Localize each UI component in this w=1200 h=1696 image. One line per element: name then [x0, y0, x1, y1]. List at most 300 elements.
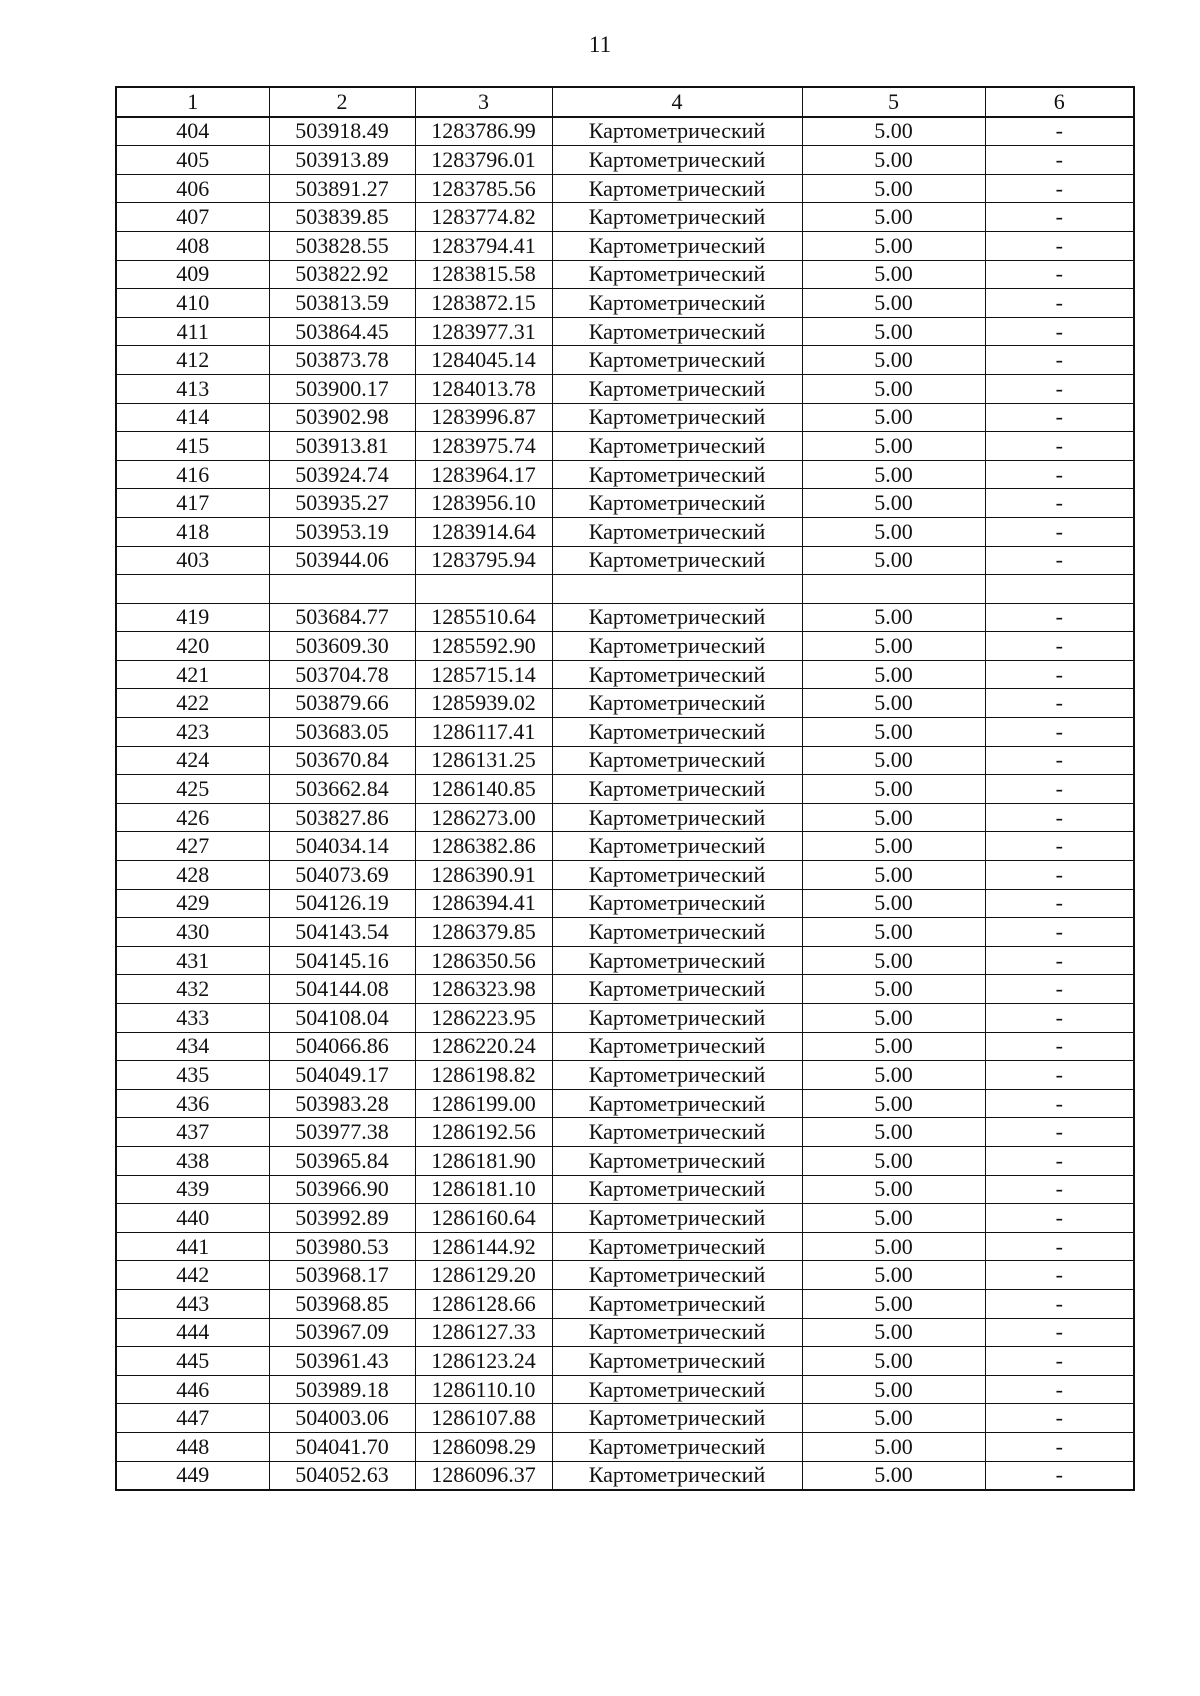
- table-row: [116, 832, 1134, 861]
- method-cell: Картометрический: [552, 203, 802, 232]
- coordinates-table: [115, 86, 1135, 1491]
- accuracy-cell: 5.00: [802, 718, 985, 747]
- y-coordinate-cell: 1285592.90: [415, 632, 552, 661]
- method-cell: Картометрический: [552, 1461, 802, 1490]
- x-coordinate-cell: 503670.84: [269, 746, 415, 775]
- table-row: [116, 1461, 1134, 1490]
- x-coordinate-cell: 503704.78: [269, 660, 415, 689]
- y-coordinate-cell: 1286220.24: [415, 1032, 552, 1061]
- y-coordinate-cell: 1283796.01: [415, 146, 552, 175]
- x-coordinate-cell: 503983.28: [269, 1089, 415, 1118]
- accuracy-cell: 5.00: [802, 1232, 985, 1261]
- point-number-cell: 443: [116, 1289, 269, 1318]
- y-coordinate-cell: 1286323.98: [415, 975, 552, 1004]
- method-cell: Картометрический: [552, 1375, 802, 1404]
- accuracy-cell: 5.00: [802, 489, 985, 518]
- x-coordinate-cell: 503864.45: [269, 317, 415, 346]
- method-cell: Картометрический: [552, 346, 802, 375]
- accuracy-cell: 5.00: [802, 603, 985, 632]
- note-cell: -: [985, 1404, 1134, 1433]
- accuracy-cell: 5.00: [802, 146, 985, 175]
- table-row: [116, 231, 1134, 260]
- note-cell: -: [985, 1146, 1134, 1175]
- table-row: [116, 946, 1134, 975]
- accuracy-cell: 5.00: [802, 1032, 985, 1061]
- point-number-cell: 440: [116, 1204, 269, 1233]
- accuracy-cell: 5.00: [802, 1432, 985, 1461]
- point-number-cell: 418: [116, 517, 269, 546]
- table-header: [116, 87, 1134, 117]
- point-number-cell: 429: [116, 889, 269, 918]
- x-coordinate-cell: 504052.63: [269, 1461, 415, 1490]
- table-row: [116, 1175, 1134, 1204]
- note-cell: -: [985, 803, 1134, 832]
- column-header: 4: [552, 87, 802, 117]
- accuracy-cell: 5.00: [802, 517, 985, 546]
- note-cell: -: [985, 946, 1134, 975]
- x-coordinate-cell: 503913.89: [269, 146, 415, 175]
- table-row: [116, 775, 1134, 804]
- y-coordinate-cell: 1283956.10: [415, 489, 552, 518]
- table-row: [116, 546, 1134, 575]
- method-cell: Картометрический: [552, 746, 802, 775]
- x-coordinate-cell: 503902.98: [269, 403, 415, 432]
- accuracy-cell: 5.00: [802, 632, 985, 661]
- method-cell: Картометрический: [552, 374, 802, 403]
- method-cell: Картометрический: [552, 1032, 802, 1061]
- note-cell: -: [985, 1061, 1134, 1090]
- x-coordinate-cell: 504073.69: [269, 861, 415, 890]
- x-coordinate-cell: 504049.17: [269, 1061, 415, 1090]
- note-cell: -: [985, 1232, 1134, 1261]
- y-coordinate-cell: 1286117.41: [415, 718, 552, 747]
- x-coordinate-cell: 503935.27: [269, 489, 415, 518]
- x-coordinate-cell: [269, 575, 415, 604]
- accuracy-cell: 5.00: [802, 1118, 985, 1147]
- method-cell: Картометрический: [552, 174, 802, 203]
- x-coordinate-cell: 503961.43: [269, 1347, 415, 1376]
- accuracy-cell: 5.00: [802, 203, 985, 232]
- y-coordinate-cell: 1286096.37: [415, 1461, 552, 1490]
- note-cell: -: [985, 346, 1134, 375]
- x-coordinate-cell: 503683.05: [269, 718, 415, 747]
- accuracy-cell: 5.00: [802, 1146, 985, 1175]
- point-number-cell: 415: [116, 432, 269, 461]
- accuracy-cell: 5.00: [802, 231, 985, 260]
- accuracy-cell: 5.00: [802, 403, 985, 432]
- point-number-cell: 428: [116, 861, 269, 890]
- method-cell: Картометрический: [552, 861, 802, 890]
- accuracy-cell: 5.00: [802, 1289, 985, 1318]
- method-cell: Картометрический: [552, 946, 802, 975]
- table-row: [116, 260, 1134, 289]
- point-number-cell: 446: [116, 1375, 269, 1404]
- point-number-cell: 410: [116, 289, 269, 318]
- x-coordinate-cell: 504126.19: [269, 889, 415, 918]
- x-coordinate-cell: 503980.53: [269, 1232, 415, 1261]
- point-number-cell: 435: [116, 1061, 269, 1090]
- note-cell: -: [985, 403, 1134, 432]
- table-row: [116, 603, 1134, 632]
- method-cell: Картометрический: [552, 1146, 802, 1175]
- accuracy-cell: 5.00: [802, 460, 985, 489]
- accuracy-cell: 5.00: [802, 1175, 985, 1204]
- point-number-cell: [116, 575, 269, 604]
- method-cell: Картометрический: [552, 517, 802, 546]
- point-number-cell: 423: [116, 718, 269, 747]
- y-coordinate-cell: 1286144.92: [415, 1232, 552, 1261]
- page-number: 11: [588, 32, 612, 57]
- table-row: [116, 746, 1134, 775]
- table-row: [116, 174, 1134, 203]
- y-coordinate-cell: 1286382.86: [415, 832, 552, 861]
- x-coordinate-cell: 503839.85: [269, 203, 415, 232]
- method-cell: [552, 575, 802, 604]
- table-row: [116, 146, 1134, 175]
- note-cell: -: [985, 1089, 1134, 1118]
- accuracy-cell: 5.00: [802, 689, 985, 718]
- y-coordinate-cell: 1286379.85: [415, 918, 552, 947]
- table-row: [116, 1375, 1134, 1404]
- table-row: [116, 460, 1134, 489]
- point-number-cell: 409: [116, 260, 269, 289]
- x-coordinate-cell: 503924.74: [269, 460, 415, 489]
- accuracy-cell: 5.00: [802, 432, 985, 461]
- x-coordinate-cell: 503828.55: [269, 231, 415, 260]
- table-row: [116, 1289, 1134, 1318]
- point-number-cell: 424: [116, 746, 269, 775]
- y-coordinate-cell: 1283914.64: [415, 517, 552, 546]
- x-coordinate-cell: 503965.84: [269, 1146, 415, 1175]
- y-coordinate-cell: 1285939.02: [415, 689, 552, 718]
- table-row: [116, 1061, 1134, 1090]
- x-coordinate-cell: 504143.54: [269, 918, 415, 947]
- table-row: [116, 1089, 1134, 1118]
- column-header: 6: [985, 87, 1134, 117]
- method-cell: Картометрический: [552, 117, 802, 146]
- note-cell: -: [985, 203, 1134, 232]
- accuracy-cell: 5.00: [802, 746, 985, 775]
- y-coordinate-cell: 1286140.85: [415, 775, 552, 804]
- note-cell: -: [985, 775, 1134, 804]
- point-number-cell: 413: [116, 374, 269, 403]
- note-cell: -: [985, 889, 1134, 918]
- table-row: [116, 918, 1134, 947]
- accuracy-cell: 5.00: [802, 775, 985, 804]
- x-coordinate-cell: 503813.59: [269, 289, 415, 318]
- note-cell: -: [985, 1004, 1134, 1033]
- x-coordinate-cell: 503918.49: [269, 117, 415, 146]
- accuracy-cell: 5.00: [802, 861, 985, 890]
- method-cell: Картометрический: [552, 403, 802, 432]
- method-cell: Картометрический: [552, 603, 802, 632]
- table-row: [116, 1347, 1134, 1376]
- note-cell: -: [985, 1175, 1134, 1204]
- table-row: [116, 889, 1134, 918]
- method-cell: Картометрический: [552, 632, 802, 661]
- note-cell: -: [985, 460, 1134, 489]
- method-cell: Картометрический: [552, 289, 802, 318]
- point-number-cell: 403: [116, 546, 269, 575]
- x-coordinate-cell: 503968.85: [269, 1289, 415, 1318]
- column-header: 1: [116, 87, 269, 117]
- y-coordinate-cell: 1286128.66: [415, 1289, 552, 1318]
- y-coordinate-cell: 1286192.56: [415, 1118, 552, 1147]
- table-row: [116, 432, 1134, 461]
- x-coordinate-cell: 503609.30: [269, 632, 415, 661]
- table-row: [116, 689, 1134, 718]
- accuracy-cell: 5.00: [802, 1318, 985, 1347]
- note-cell: -: [985, 432, 1134, 461]
- point-number-cell: 432: [116, 975, 269, 1004]
- method-cell: Картометрический: [552, 231, 802, 260]
- note-cell: -: [985, 1261, 1134, 1290]
- accuracy-cell: 5.00: [802, 1404, 985, 1433]
- note-cell: -: [985, 975, 1134, 1004]
- y-coordinate-cell: 1285715.14: [415, 660, 552, 689]
- x-coordinate-cell: 503827.86: [269, 803, 415, 832]
- table-row: [116, 517, 1134, 546]
- y-coordinate-cell: 1283872.15: [415, 289, 552, 318]
- y-coordinate-cell: 1286181.10: [415, 1175, 552, 1204]
- note-cell: -: [985, 231, 1134, 260]
- method-cell: Картометрический: [552, 975, 802, 1004]
- table-row: [116, 1032, 1134, 1061]
- accuracy-cell: 5.00: [802, 1204, 985, 1233]
- accuracy-cell: 5.00: [802, 117, 985, 146]
- x-coordinate-cell: 503684.77: [269, 603, 415, 632]
- y-coordinate-cell: 1286394.41: [415, 889, 552, 918]
- note-cell: -: [985, 660, 1134, 689]
- note-cell: -: [985, 603, 1134, 632]
- table-row: [116, 1318, 1134, 1347]
- y-coordinate-cell: 1286127.33: [415, 1318, 552, 1347]
- note-cell: -: [985, 1347, 1134, 1376]
- x-coordinate-cell: 504034.14: [269, 832, 415, 861]
- point-number-cell: 406: [116, 174, 269, 203]
- method-cell: Картометрический: [552, 1175, 802, 1204]
- y-coordinate-cell: 1286107.88: [415, 1404, 552, 1433]
- x-coordinate-cell: 503900.17: [269, 374, 415, 403]
- accuracy-cell: 5.00: [802, 889, 985, 918]
- table-row: [116, 1261, 1134, 1290]
- x-coordinate-cell: 503822.92: [269, 260, 415, 289]
- table-row: [116, 575, 1134, 604]
- method-cell: Картометрический: [552, 1232, 802, 1261]
- point-number-cell: 437: [116, 1118, 269, 1147]
- y-coordinate-cell: 1283774.82: [415, 203, 552, 232]
- note-cell: -: [985, 489, 1134, 518]
- accuracy-cell: 5.00: [802, 1461, 985, 1490]
- header-row: [116, 87, 1134, 117]
- y-coordinate-cell: 1283996.87: [415, 403, 552, 432]
- method-cell: Картометрический: [552, 1261, 802, 1290]
- note-cell: -: [985, 1032, 1134, 1061]
- point-number-cell: 448: [116, 1432, 269, 1461]
- x-coordinate-cell: 503873.78: [269, 346, 415, 375]
- y-coordinate-cell: 1283964.17: [415, 460, 552, 489]
- note-cell: -: [985, 546, 1134, 575]
- table-row: [116, 203, 1134, 232]
- accuracy-cell: 5.00: [802, 1089, 985, 1118]
- x-coordinate-cell: 503953.19: [269, 517, 415, 546]
- point-number-cell: 419: [116, 603, 269, 632]
- point-number-cell: 445: [116, 1347, 269, 1376]
- x-coordinate-cell: 503879.66: [269, 689, 415, 718]
- point-number-cell: 417: [116, 489, 269, 518]
- note-cell: -: [985, 861, 1134, 890]
- point-number-cell: 425: [116, 775, 269, 804]
- table-row: [116, 489, 1134, 518]
- y-coordinate-cell: 1284013.78: [415, 374, 552, 403]
- note-cell: -: [985, 1375, 1134, 1404]
- point-number-cell: 449: [116, 1461, 269, 1490]
- table-row: [116, 346, 1134, 375]
- table-row: [116, 1432, 1134, 1461]
- note-cell: -: [985, 1318, 1134, 1347]
- point-number-cell: 447: [116, 1404, 269, 1433]
- x-coordinate-cell: 503662.84: [269, 775, 415, 804]
- method-cell: Картометрический: [552, 660, 802, 689]
- table-row: [116, 374, 1134, 403]
- x-coordinate-cell: 503992.89: [269, 1204, 415, 1233]
- y-coordinate-cell: 1286199.00: [415, 1089, 552, 1118]
- note-cell: -: [985, 317, 1134, 346]
- accuracy-cell: 5.00: [802, 832, 985, 861]
- note-cell: -: [985, 260, 1134, 289]
- point-number-cell: 422: [116, 689, 269, 718]
- point-number-cell: 411: [116, 317, 269, 346]
- y-coordinate-cell: 1283786.99: [415, 117, 552, 146]
- note-cell: [985, 575, 1134, 604]
- note-cell: -: [985, 718, 1134, 747]
- note-cell: -: [985, 832, 1134, 861]
- method-cell: Картометрический: [552, 803, 802, 832]
- y-coordinate-cell: 1286350.56: [415, 946, 552, 975]
- x-coordinate-cell: 504041.70: [269, 1432, 415, 1461]
- point-number-cell: 439: [116, 1175, 269, 1204]
- accuracy-cell: 5.00: [802, 1004, 985, 1033]
- table-row: [116, 1004, 1134, 1033]
- point-number-cell: 444: [116, 1318, 269, 1347]
- method-cell: Картометрический: [552, 689, 802, 718]
- table-row: [116, 718, 1134, 747]
- point-number-cell: 407: [116, 203, 269, 232]
- y-coordinate-cell: 1283815.58: [415, 260, 552, 289]
- note-cell: -: [985, 632, 1134, 661]
- y-coordinate-cell: 1283977.31: [415, 317, 552, 346]
- x-coordinate-cell: 504003.06: [269, 1404, 415, 1433]
- table-row: [116, 317, 1134, 346]
- accuracy-cell: 5.00: [802, 1375, 985, 1404]
- method-cell: Картометрический: [552, 1404, 802, 1433]
- note-cell: -: [985, 689, 1134, 718]
- x-coordinate-cell: 503968.17: [269, 1261, 415, 1290]
- table-row: [116, 1232, 1134, 1261]
- note-cell: -: [985, 1432, 1134, 1461]
- accuracy-cell: 5.00: [802, 1061, 985, 1090]
- note-cell: -: [985, 289, 1134, 318]
- x-coordinate-cell: 504108.04: [269, 1004, 415, 1033]
- note-cell: -: [985, 746, 1134, 775]
- accuracy-cell: 5.00: [802, 374, 985, 403]
- x-coordinate-cell: 503891.27: [269, 174, 415, 203]
- y-coordinate-cell: 1286160.64: [415, 1204, 552, 1233]
- point-number-cell: 433: [116, 1004, 269, 1033]
- x-coordinate-cell: 503989.18: [269, 1375, 415, 1404]
- method-cell: Картометрический: [552, 1347, 802, 1376]
- x-coordinate-cell: 504066.86: [269, 1032, 415, 1061]
- column-header: 2: [269, 87, 415, 117]
- method-cell: Картометрический: [552, 146, 802, 175]
- point-number-cell: 430: [116, 918, 269, 947]
- accuracy-cell: 5.00: [802, 803, 985, 832]
- point-number-cell: 412: [116, 346, 269, 375]
- point-number-cell: 414: [116, 403, 269, 432]
- accuracy-cell: 5.00: [802, 546, 985, 575]
- y-coordinate-cell: 1283795.94: [415, 546, 552, 575]
- method-cell: Картометрический: [552, 1318, 802, 1347]
- method-cell: Картометрический: [552, 775, 802, 804]
- accuracy-cell: 5.00: [802, 946, 985, 975]
- y-coordinate-cell: [415, 575, 552, 604]
- table-row: [116, 803, 1134, 832]
- method-cell: Картометрический: [552, 1289, 802, 1318]
- method-cell: Картометрический: [552, 432, 802, 461]
- y-coordinate-cell: 1286273.00: [415, 803, 552, 832]
- method-cell: Картометрический: [552, 889, 802, 918]
- table-row: [116, 632, 1134, 661]
- note-cell: -: [985, 517, 1134, 546]
- point-number-cell: 408: [116, 231, 269, 260]
- x-coordinate-cell: 503944.06: [269, 546, 415, 575]
- x-coordinate-cell: 504144.08: [269, 975, 415, 1004]
- accuracy-cell: 5.00: [802, 1347, 985, 1376]
- point-number-cell: 434: [116, 1032, 269, 1061]
- method-cell: Картометрический: [552, 718, 802, 747]
- method-cell: Картометрический: [552, 918, 802, 947]
- x-coordinate-cell: 503966.90: [269, 1175, 415, 1204]
- table-row: [116, 403, 1134, 432]
- x-coordinate-cell: 504145.16: [269, 946, 415, 975]
- y-coordinate-cell: 1286129.20: [415, 1261, 552, 1290]
- column-header: 3: [415, 87, 552, 117]
- accuracy-cell: 5.00: [802, 317, 985, 346]
- point-number-cell: 441: [116, 1232, 269, 1261]
- table-row: [116, 117, 1134, 146]
- method-cell: Картометрический: [552, 546, 802, 575]
- method-cell: Картометрический: [552, 489, 802, 518]
- point-number-cell: 436: [116, 1089, 269, 1118]
- y-coordinate-cell: 1286223.95: [415, 1004, 552, 1033]
- accuracy-cell: 5.00: [802, 975, 985, 1004]
- table-row: [116, 1404, 1134, 1433]
- y-coordinate-cell: 1284045.14: [415, 346, 552, 375]
- accuracy-cell: 5.00: [802, 289, 985, 318]
- note-cell: -: [985, 117, 1134, 146]
- y-coordinate-cell: 1286198.82: [415, 1061, 552, 1090]
- accuracy-cell: 5.00: [802, 346, 985, 375]
- point-number-cell: 442: [116, 1261, 269, 1290]
- y-coordinate-cell: 1285510.64: [415, 603, 552, 632]
- method-cell: Картометрический: [552, 1204, 802, 1233]
- note-cell: -: [985, 146, 1134, 175]
- accuracy-cell: 5.00: [802, 1261, 985, 1290]
- point-number-cell: 438: [116, 1146, 269, 1175]
- method-cell: Картометрический: [552, 1432, 802, 1461]
- y-coordinate-cell: 1286131.25: [415, 746, 552, 775]
- x-coordinate-cell: 503967.09: [269, 1318, 415, 1347]
